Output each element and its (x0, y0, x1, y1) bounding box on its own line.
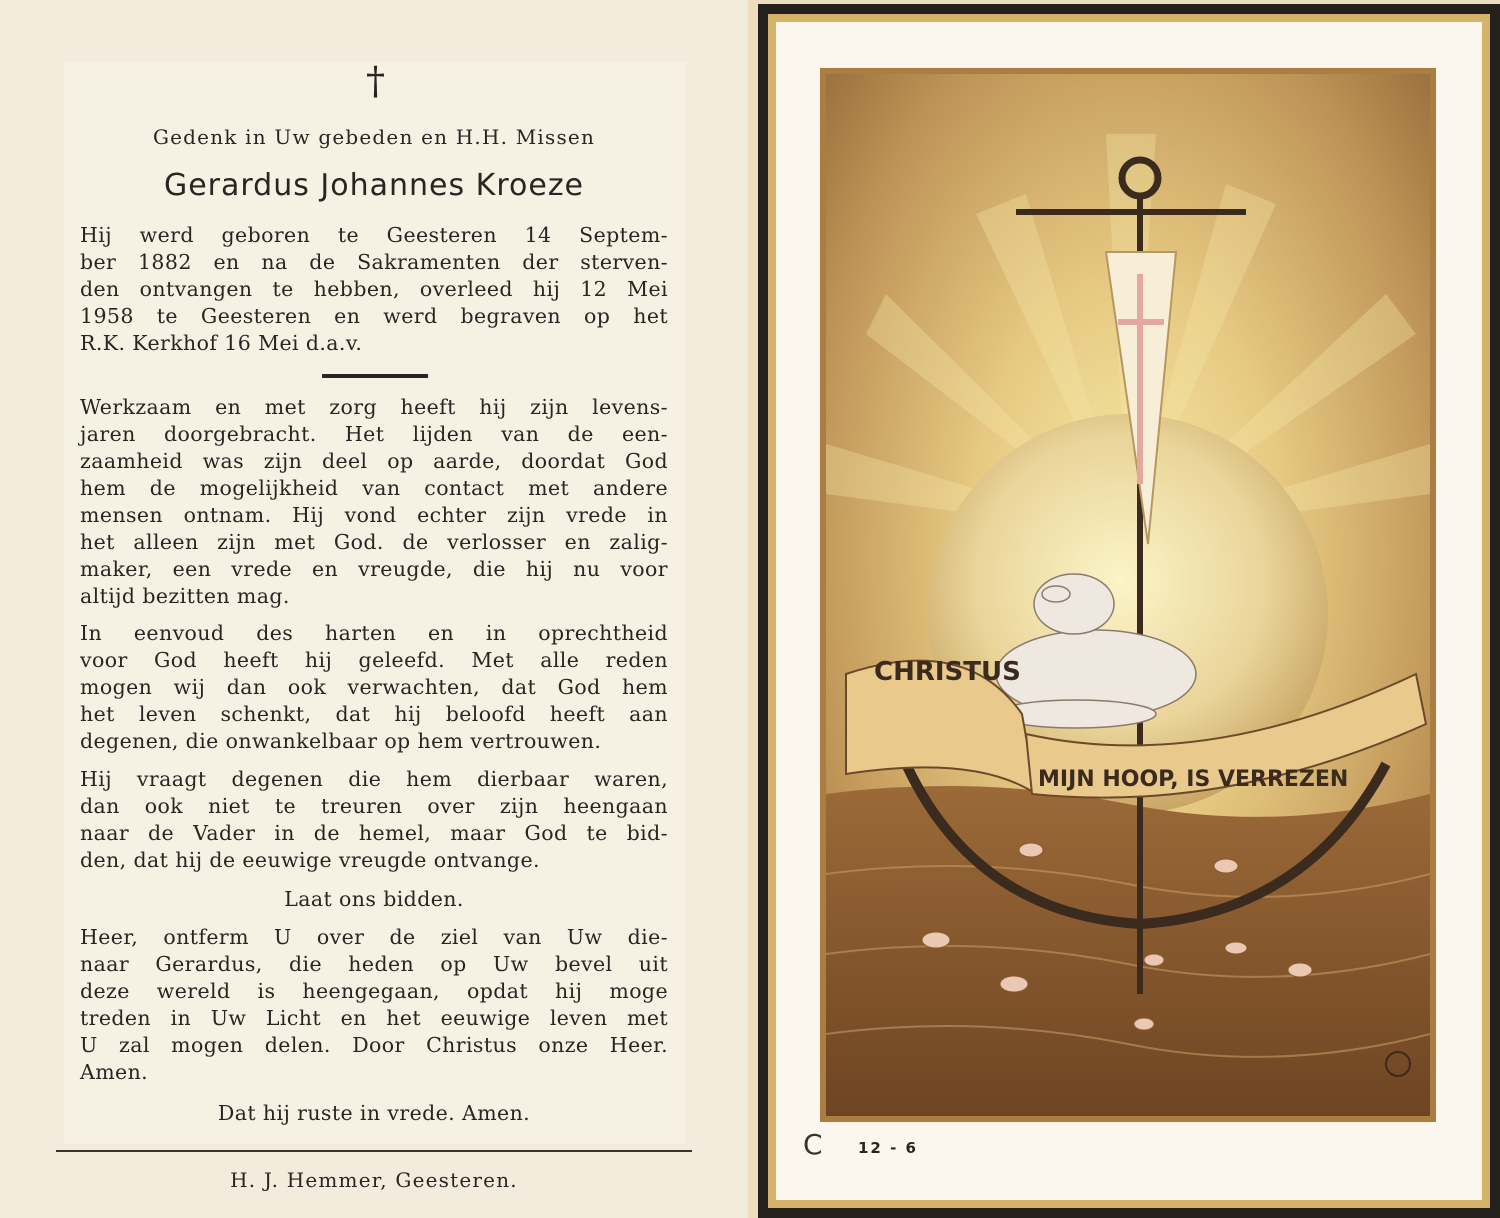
para1-line: Werkzaam en met zorg heeft hij zijn levens- (80, 395, 668, 419)
para2-line: het leven schenkt, dat hij beloofd heeft aan (80, 702, 668, 726)
para3-line: dan ook niet te treuren over zijn heengaan (80, 794, 668, 818)
prayer-title: Laat ons bidden. (284, 887, 464, 911)
card-number: 12 - 6 (858, 1139, 918, 1157)
bio-line: den ontvangen te hebben, overleed hij 12 Mei (80, 277, 668, 301)
para2-line: In eenvoud des harten en in oprechtheid (80, 621, 668, 645)
para1-line: jaren doorgebracht. Het lijden van de een- (80, 422, 668, 446)
prayer-line: deze wereld is heengegaan, opdat hij moge (80, 979, 668, 1003)
prayer-line: naar Gerardus, die heden op Uw bevel uit (80, 952, 668, 976)
bio-line: ber 1882 en na de Sakramenten der sterven- (80, 250, 668, 274)
remembrance-heading: Gedenk in Uw gebeden en H.H. Missen (152, 125, 596, 149)
divider (322, 374, 428, 378)
para1-line: maker, een vrede en vreugde, die hij nu voor (80, 557, 668, 581)
printer-credit: H. J. Hemmer, Geesteren. (230, 1168, 518, 1192)
para2-line: voor God heeft hij geleefd. Met alle reden (80, 648, 668, 672)
bottom-rule (56, 1150, 692, 1152)
para1-line: zaamheid was zijn deel op aarde, doordat God (80, 449, 668, 473)
banner-word1: CHRISTUS (874, 657, 1021, 687)
prayer-line: treden in Uw Licht en het eeuwige leven met (80, 1006, 668, 1030)
para3-line: den, dat hij de eeuwige vreugde ontvange. (80, 848, 540, 872)
closing-line: Dat hij ruste in vrede. Amen. (217, 1101, 531, 1125)
para1-line: het alleen zijn met God. de verlosser en zalig- (80, 530, 668, 554)
banner-word2: MIJN HOOP, IS VERREZEN (1038, 767, 1349, 792)
bio-line: Hij werd geboren te Geesteren 14 Septem- (80, 223, 668, 247)
para1-line: mensen ontnam. Hij vond echter zijn vrede in (80, 503, 668, 527)
para1-line: hem de mogelijkheid van contact met andere (80, 476, 668, 500)
publisher-mark-icon: C (803, 1128, 823, 1161)
illustration-svg (826, 74, 1430, 1116)
para2-line: mogen wij dan ook verwachten, dat God hem (80, 675, 668, 699)
para3-line: Hij vraagt degenen die hem dierbaar waren, (80, 767, 668, 791)
bio-line: 1958 te Geesteren en werd begraven op het (80, 304, 668, 328)
para3-line: naar de Vader in de hemel, maar God te bid- (80, 821, 668, 845)
prayer-line: U zal mogen delen. Door Christus onze Heer. (80, 1033, 668, 1057)
cross-icon: † (366, 59, 385, 103)
prayer-line: Heer, ontferm U over de ziel van Uw die- (80, 925, 668, 949)
para1-line: altijd bezitten mag. (80, 584, 290, 608)
prayer-line: Amen. (80, 1060, 149, 1084)
lamb-illustration (826, 74, 1430, 1116)
bio-line: R.K. Kerkhof 16 Mei d.a.v. (80, 331, 363, 355)
para2-line: degenen, die onwankelbaar op hem vertrouwen. (80, 729, 602, 753)
deceased-name: Gerardus Johannes Kroeze (163, 168, 585, 203)
